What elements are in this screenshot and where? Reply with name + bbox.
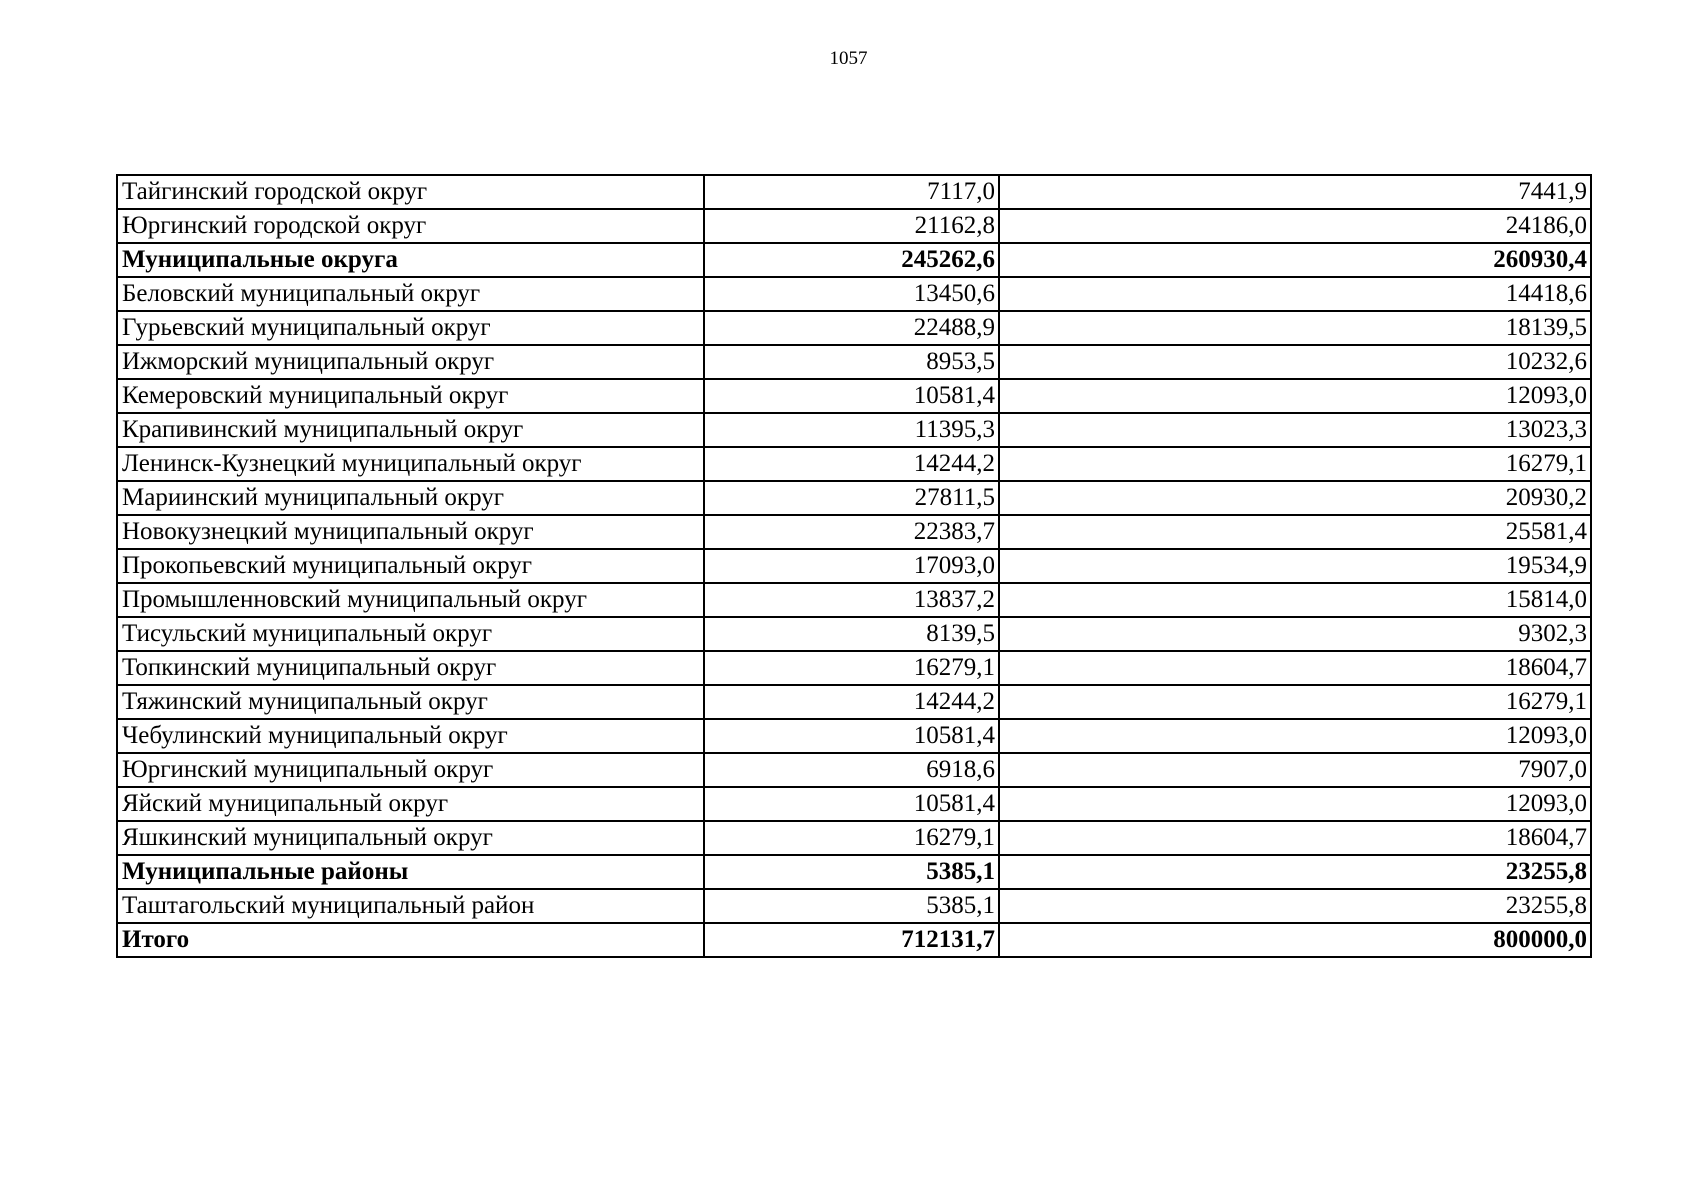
municipality-name-cell: Кемеровский муниципальный округ — [117, 379, 704, 413]
value-cell-col2: 16279,1 — [999, 685, 1591, 719]
table-row — [117, 651, 1591, 685]
value-cell-col2: 7441,9 — [999, 175, 1591, 209]
municipality-name-cell: Прокопьевский муниципальный округ — [117, 549, 704, 583]
table-row — [117, 447, 1591, 481]
value-cell-col2: 18604,7 — [999, 821, 1591, 855]
municipality-name-cell: Ленинск-Кузнецкий муниципальный округ — [117, 447, 704, 481]
value-cell-col1: 13837,2 — [704, 583, 999, 617]
table-summary-row — [117, 243, 1591, 277]
municipality-name-cell: Чебулинский муниципальный округ — [117, 719, 704, 753]
municipality-name-cell: Таштагольский муниципальный район — [117, 889, 704, 923]
table-row — [117, 413, 1591, 447]
municipality-name-cell: Итого — [117, 923, 704, 957]
municipality-name-cell: Юргинский городской округ — [117, 209, 704, 243]
value-cell-col2: 7907,0 — [999, 753, 1591, 787]
page-number: 1057 — [829, 48, 868, 69]
value-cell-col1: 10581,4 — [704, 719, 999, 753]
table-row — [117, 311, 1591, 345]
municipality-name-cell: Беловский муниципальный округ — [117, 277, 704, 311]
table-row — [117, 379, 1591, 413]
table-row — [117, 617, 1591, 651]
value-cell-col2: 260930,4 — [999, 243, 1591, 277]
value-cell-col1: 14244,2 — [704, 447, 999, 481]
municipality-name-cell: Новокузнецкий муниципальный округ — [117, 515, 704, 549]
value-cell-col2: 24186,0 — [999, 209, 1591, 243]
value-cell-col1: 6918,6 — [704, 753, 999, 787]
value-cell-col1: 11395,3 — [704, 413, 999, 447]
value-cell-col2: 12093,0 — [999, 719, 1591, 753]
value-cell-col1: 8139,5 — [704, 617, 999, 651]
table-row — [117, 719, 1591, 753]
table-row — [117, 753, 1591, 787]
value-cell-col1: 8953,5 — [704, 345, 999, 379]
municipality-name-cell: Яйский муниципальный округ — [117, 787, 704, 821]
value-cell-col2: 18139,5 — [999, 311, 1591, 345]
municipality-name-cell: Тисульский муниципальный округ — [117, 617, 704, 651]
value-cell-col1: 10581,4 — [704, 379, 999, 413]
municipality-name-cell: Яшкинский муниципальный округ — [117, 821, 704, 855]
value-cell-col1: 7117,0 — [704, 175, 999, 209]
value-cell-col1: 16279,1 — [704, 651, 999, 685]
value-cell-col2: 14418,6 — [999, 277, 1591, 311]
table-summary-row — [117, 855, 1591, 889]
table-row — [117, 345, 1591, 379]
municipality-name-cell: Тяжинский муниципальный округ — [117, 685, 704, 719]
table-row — [117, 481, 1591, 515]
value-cell-col2: 10232,6 — [999, 345, 1591, 379]
table-row — [117, 583, 1591, 617]
table-body — [117, 175, 1591, 957]
table-row — [117, 685, 1591, 719]
table-row — [117, 277, 1591, 311]
municipality-name-cell: Крапивинский муниципальный округ — [117, 413, 704, 447]
table-row — [117, 889, 1591, 923]
value-cell-col2: 25581,4 — [999, 515, 1591, 549]
municipality-name-cell: Мариинский муниципальный округ — [117, 481, 704, 515]
value-cell-col1: 22383,7 — [704, 515, 999, 549]
table-row — [117, 549, 1591, 583]
value-cell-col2: 13023,3 — [999, 413, 1591, 447]
value-cell-col1: 22488,9 — [704, 311, 999, 345]
value-cell-col1: 712131,7 — [704, 923, 999, 957]
value-cell-col2: 19534,9 — [999, 549, 1591, 583]
value-cell-col2: 12093,0 — [999, 787, 1591, 821]
value-cell-col2: 23255,8 — [999, 889, 1591, 923]
value-cell-col2: 12093,0 — [999, 379, 1591, 413]
value-cell-col2: 15814,0 — [999, 583, 1591, 617]
municipality-name-cell: Муниципальные районы — [117, 855, 704, 889]
municipality-name-cell: Юргинский муниципальный округ — [117, 753, 704, 787]
value-cell-col2: 800000,0 — [999, 923, 1591, 957]
municipality-name-cell: Гурьевский муниципальный округ — [117, 311, 704, 345]
value-cell-col1: 27811,5 — [704, 481, 999, 515]
value-cell-col1: 21162,8 — [704, 209, 999, 243]
municipality-name-cell: Ижморский муниципальный округ — [117, 345, 704, 379]
value-cell-col2: 20930,2 — [999, 481, 1591, 515]
value-cell-col1: 10581,4 — [704, 787, 999, 821]
value-cell-col2: 9302,3 — [999, 617, 1591, 651]
value-cell-col2: 18604,7 — [999, 651, 1591, 685]
municipality-name-cell: Муниципальные округа — [117, 243, 704, 277]
municipality-name-cell: Промышленновский муниципальный округ — [117, 583, 704, 617]
value-cell-col1: 16279,1 — [704, 821, 999, 855]
value-cell-col1: 14244,2 — [704, 685, 999, 719]
value-cell-col2: 23255,8 — [999, 855, 1591, 889]
municipality-name-cell: Тайгинский городской округ — [117, 175, 704, 209]
municipality-name-cell: Топкинский муниципальный округ — [117, 651, 704, 685]
allocation-table — [116, 174, 1592, 958]
table-row — [117, 175, 1591, 209]
table-row — [117, 821, 1591, 855]
table-row — [117, 787, 1591, 821]
table-row — [117, 209, 1591, 243]
value-cell-col1: 13450,6 — [704, 277, 999, 311]
value-cell-col1: 245262,6 — [704, 243, 999, 277]
value-cell-col1: 5385,1 — [704, 855, 999, 889]
value-cell-col1: 17093,0 — [704, 549, 999, 583]
value-cell-col2: 16279,1 — [999, 447, 1591, 481]
value-cell-col1: 5385,1 — [704, 889, 999, 923]
table-summary-row — [117, 923, 1591, 957]
table-row — [117, 515, 1591, 549]
